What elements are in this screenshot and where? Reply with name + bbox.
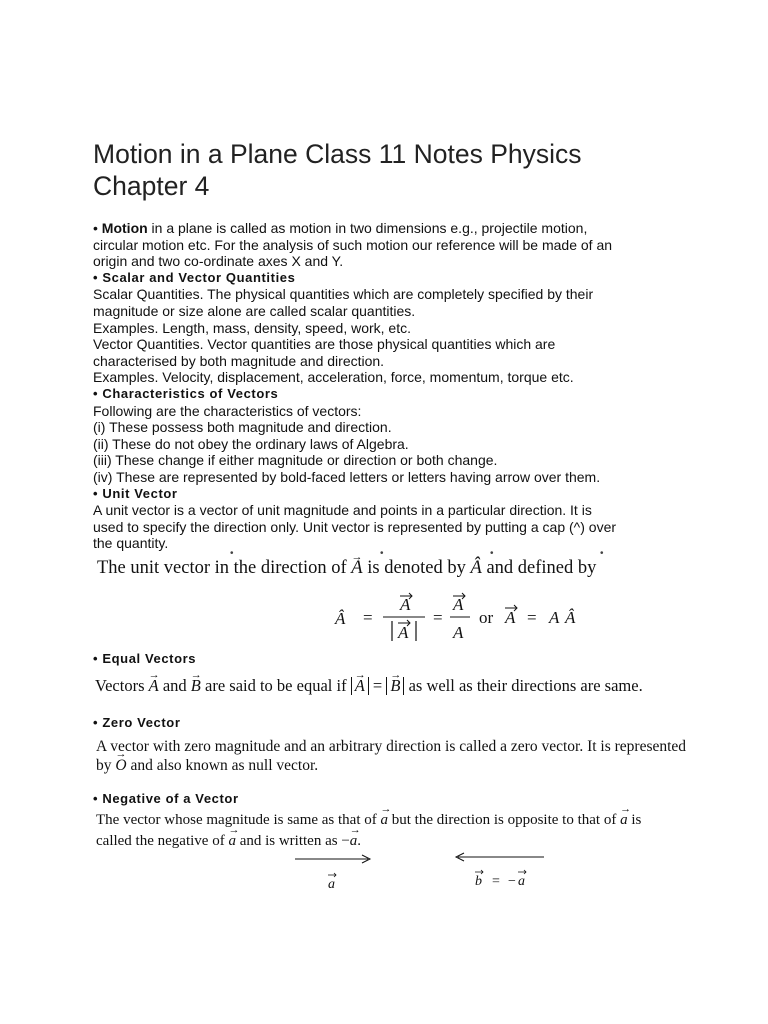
unit-vector-formula [333, 592, 593, 644]
scan-text: and defined by [486, 558, 597, 578]
negative-vector-diagram [280, 848, 580, 898]
title-line-1: Motion in a Plane Class 11 Notes Physics [93, 139, 582, 169]
vector-a-small-symbol: → a [228, 831, 236, 852]
scalar-line-1: Scalar Quantities. The physical quantities which are completely specified by their [93, 286, 594, 303]
motion-bullet: • [93, 220, 102, 236]
formula-a-hat-2: Â [565, 608, 576, 627]
negative-vector-heading: • Negative of a Vector [93, 791, 239, 806]
characteristic-item: (ii) These do not obey the ordinary laws of Algebra. [93, 435, 409, 452]
scan-text: as well as their directions are same. [408, 676, 643, 695]
vector-b-arrow [456, 853, 544, 889]
vector-a-arrow [295, 855, 370, 892]
characteristic-item: (iii) These change if either magnitude or direction or both change. [93, 452, 498, 469]
formula-magnitude: A [453, 623, 464, 642]
scan-speck: • [490, 548, 494, 559]
vector-a-small-symbol: → a [620, 810, 628, 831]
vector-a-symbol: → A [351, 558, 362, 578]
scalar-vector-paragraph [93, 286, 673, 386]
scan-speck: • [600, 548, 604, 559]
motion-text-3: origin and two co-ordinate axes X and Y. [93, 253, 344, 270]
page-title [93, 138, 673, 202]
scalar-line-2: magnitude or size alone are called scalar quantities. [93, 302, 416, 319]
vector-line-2: characterised by both magnitude and direction. [93, 352, 385, 369]
unit-vector-line-1: A unit vector is a vector of unit magnitude and points in a particular direction. It is [93, 502, 592, 519]
formula-vector-a: A [505, 608, 516, 627]
scan-text: Vectors [95, 676, 145, 695]
equal-vectors-scan-line: Vectors → A and → B are said to be equal if → A = → B as well as their directions are same. [95, 676, 735, 696]
scan-text: by [96, 757, 112, 774]
formula-denominator: A [398, 623, 409, 642]
characteristics-paragraph [93, 403, 673, 486]
scan-text: The unit vector in the direction of [97, 558, 347, 578]
svg-text:=: = [363, 608, 373, 627]
unit-vector-paragraph [93, 502, 673, 552]
scan-speck: • [230, 548, 234, 559]
scan-text: is [631, 812, 642, 828]
zero-vector-heading: • Zero Vector [93, 715, 181, 730]
unit-vector-line-2: used to specify the direction only. Unit vector is represented by putting a cap (^) over [93, 518, 617, 535]
scalar-vector-heading: • Scalar and Vector Quantities [93, 269, 296, 285]
scan-text: and [162, 676, 187, 695]
scan-text: is denoted by [367, 558, 466, 578]
formula-numerator-2: A [453, 595, 464, 614]
characteristics-heading: • Characteristics of Vectors [93, 385, 279, 401]
zero-vector-scan-text [96, 737, 746, 775]
vector-b-symbol: → B [191, 676, 201, 696]
negative-vector-scan-text: The vector whose magnitude is same as that of → a but the direction is opposite to that of → a is called the negative of → a and is written as −→ a. [96, 810, 746, 852]
unit-vector-heading: • Unit Vector [93, 485, 178, 501]
vector-a-symbol: → A [149, 676, 159, 696]
arrow-equals: = [492, 874, 500, 889]
motion-paragraph [93, 220, 673, 270]
title-line-2: Chapter 4 [93, 171, 210, 201]
scan-text: called the negative of [96, 833, 225, 849]
scan-text: are said to be equal if [205, 676, 347, 695]
document-body [93, 138, 673, 552]
unit-vector-scan-line [97, 558, 596, 578]
formula-numerator: A [400, 595, 411, 614]
zero-vector-symbol: → O [115, 756, 126, 775]
vector-a-small-symbol: → a [350, 831, 358, 852]
scan-text: and also known as null vector. [130, 757, 319, 774]
arrow-label-neg-a: a [518, 874, 525, 889]
vector-line-3: Examples. Velocity, displacement, acceleration, force, momentum, torque etc. [93, 369, 574, 386]
scalar-line-3: Examples. Length, mass, density, speed, work, etc. [93, 319, 412, 336]
scan-text: but the direction is opposite to that of [391, 812, 617, 828]
scan-text: The vector whose magnitude is same as that of [96, 812, 377, 828]
svg-text:=: = [527, 608, 537, 627]
characteristics-intro: Following are the characteristics of vectors: [93, 402, 362, 419]
vector-line-1: Vector Quantities. Vector quantities are those physical quantities which are [93, 336, 556, 353]
vector-a-symbol: → A [355, 677, 365, 695]
unit-vector-line-3: the quantity. [93, 535, 169, 552]
magnitude-a-box [351, 677, 369, 695]
svg-text:=: = [433, 608, 443, 627]
motion-text-2: circular motion etc. For the analysis of such motion our reference will be made of an [93, 236, 613, 253]
formula-scalar-a: A [549, 608, 560, 627]
formula-a-hat: Â [335, 609, 346, 628]
unit-vector-a-hat: Â [470, 558, 482, 578]
scan-text: A vector with zero magnitude and an arbitrary direction is called a zero vector. It is represented [96, 738, 687, 755]
motion-text-1: in a plane is called as motion in two dimensions e.g., projectile motion, [147, 220, 588, 236]
svg-text:−: − [508, 874, 516, 889]
vector-a-small-symbol: → a [381, 810, 389, 831]
vector-b-symbol: → B [390, 677, 400, 695]
arrow-label-a: a [328, 877, 335, 892]
magnitude-b-box [386, 677, 404, 695]
motion-bold-term: Motion [101, 220, 148, 236]
scan-text: and is written as − [239, 833, 350, 849]
characteristic-item: (i) These possess both magnitude and direction. [93, 419, 392, 436]
formula-or: or [479, 608, 494, 627]
characteristic-item: (iv) These are represented by bold-faced letters or letters having arrow over them. [93, 468, 601, 485]
equal-vectors-heading: • Equal Vectors [93, 651, 197, 666]
scan-speck: • [380, 548, 384, 559]
arrow-label-b: b [475, 874, 482, 889]
